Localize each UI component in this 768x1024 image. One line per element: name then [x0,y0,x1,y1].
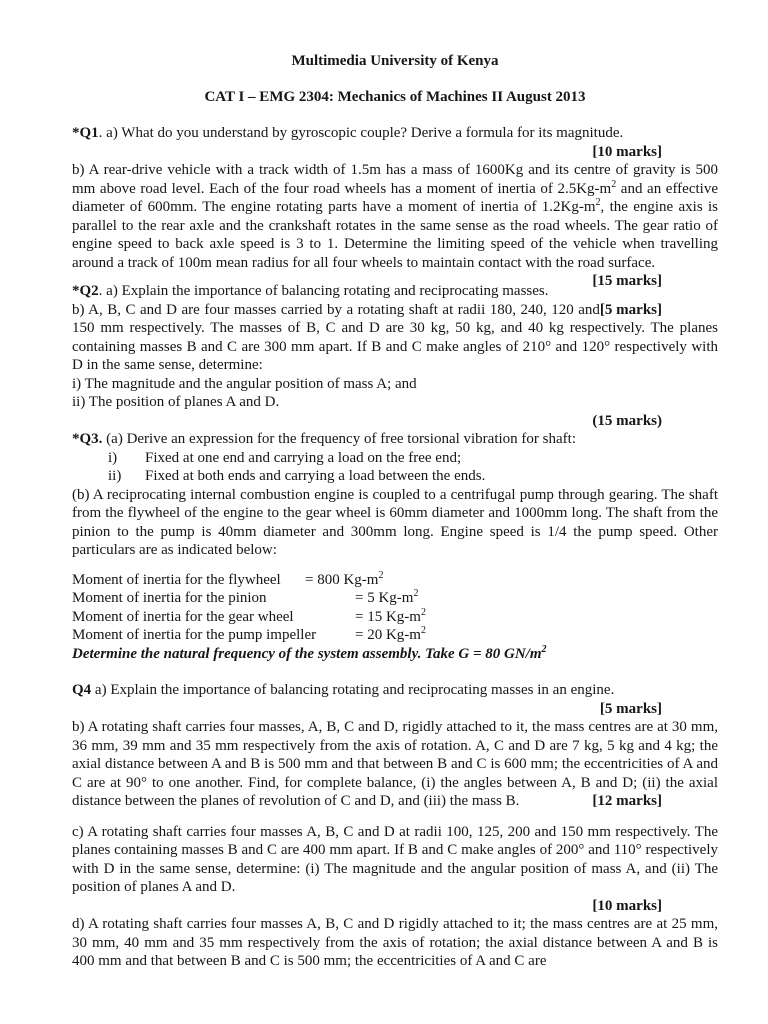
inertia-sup: 2 [420,625,426,636]
q3-item-ii-text: Fixed at both ends and carrying a load between the ends. [145,468,486,484]
inertia-value: = 800 $Kg-m^2$ [305,569,384,588]
q2-item-ii: ii) The position of planes A and D. [72,394,280,410]
q1a-text: . a) What do you understand by gyroscopic couple? Derive a formula for its magnitude. [98,125,624,141]
inertia-row [72,626,718,645]
q4b-text: b) A rotating shaft carries four masses, A, B, C and D, rigidly attached to it, the mass centres are at 30 mm, 36 mm, 39 mm and 35 mm respectively from the axis of rotation. A, C and D are 7 kg, 5 kg and 4 kg; the axial distance between A and B is 500 mm and that between B and C is 600 mm; the eccentricities of A and C are at 90° to one another. Find, for complete balance, (i) the angles between A, B and D; (ii) the axial distance between the planes of revolution of C and D, and (iii) the mass B. [72,719,718,809]
q4c-marks: [10 marks] [592,897,662,914]
q1b-text-3: , the engine axis is parallel to the rear axle and the crankshaft rotates in the same sense as the road wheels. The gear ratio of engine speed to back axle speed is 3 to 1. Determine the limiting speed of the vehicle when travelling around a track of 100m mean radius for all four wheels to maintain contact with the road surface. [72,199,718,271]
inertia-row [72,571,718,590]
q4a-line [72,681,718,700]
inertia-sup: 2 [420,606,426,618]
determine-line [72,645,718,664]
q4-label: Q4 [72,682,92,698]
q2b-paragraph: b) A, B, C and D are four masses carried by a rotating shaft at radii 180, 240, 120 and 150 mm respectively. The masses of B, C and D are 30 kg, 50 kg, and 40 kg respectively. The planes containing masses B and C are 300 mm apart. If B and C make angles of 210° and 120° respectively with D in the same sense, determine: [72,301,718,373]
inertia-label: Moment of inertia for the flywheel [72,571,281,588]
inertia-sup: 2 [413,588,419,599]
q1b-text-2: and an effective diameter of 600mm. The engine rotating parts have a moment of inertia of 1.2Kg-m [72,180,718,215]
q3-heading [72,430,718,449]
q1-label: *Q1 [72,125,99,141]
inertia-value: = 20 $Kg-m^2$ [355,625,426,643]
q3-item-i-marker: i) [108,449,118,466]
determine-sup: 2 [541,643,547,655]
q1a-line [72,124,718,143]
q1b-paragraph [72,161,718,289]
university-title: Multimedia University of Kenya [291,53,499,69]
q2a-text: . a) Explain the importance of balancing rotating and reciprocating masses. [98,283,549,299]
inertia-row [72,608,718,627]
inertia-label: Moment of inertia for the pump impeller [72,627,317,643]
q1b-sup-1: 2 [611,178,617,190]
determine-text: Determine the natural frequency of the system assembly. Take G = 80 GN/m [72,645,542,662]
inertia-label: Moment of inertia for the gear wheel [72,608,294,625]
q2a-marks: [5 marks] [599,301,662,318]
inertia-row [72,589,718,608]
q2-item-i: i) The magnitude and the angular position of mass A; and [72,375,417,392]
inertia-label: Moment of inertia for the pinion [72,590,267,606]
q3-label: *Q3. [72,431,103,447]
q3-item-ii-marker: ii) [108,468,122,484]
q1b-text-1: b) A rear-drive vehicle with a track width of 1.5m has a mass of 1600Kg and its centre of gravity is 500 mm above road level. Each of the four road wheels has a moment of inertia of 2.5Kg-m [72,162,718,197]
q2-label: *Q2 [72,283,99,299]
q3-item-i-text: Fixed at one end and carrying a load on the free end; [145,449,462,466]
q2-marks: (15 marks) [592,412,662,429]
q1b-marks: [15 marks] [592,273,662,289]
inertia-value: = 15 $Kg-m^2$ [355,606,426,625]
q3-item-ii [72,467,718,486]
exam-title: CAT I – EMG 2304: Mechanics of Machines II August 2013 [204,88,586,105]
q4b-paragraph [72,718,718,811]
q4b-marks: [12 marks] [592,793,662,809]
q3b-paragraph: (b) A reciprocating internal combustion engine is coupled to a centrifugal pump through gearing. The shaft from the flywheel of the engine to the gear wheel is 60mm diameter and 1000mm long. The shaft from the pinion to the pump is 40mm diameter and 300mm long. Engine speed is 1/4 the pump speed. Other particulars are as indicated below: [72,486,718,558]
q4c-paragraph: c) A rotating shaft carries four masses A, B, C and D at radii 100, 125, 200 and 150 mm respectively. The planes containing masses B and C are 400 mm apart. If B and C make angles of 200° and 110° respectively with D in the same sense, determine: (i) The magnitude and the angular position of mass A, and (ii) The position of planes A and D. [72,823,718,895]
q3-item-i [72,449,718,468]
q1a-marks: [10 marks] [592,143,662,160]
q1b-sup-2: 2 [595,197,601,208]
q4d-paragraph: d) A rotating shaft carries four masses A, B, C and D rigidly attached to it; the mass centres are at 25 mm, 30 mm, 40 mm and 35 mm respectively from the axis of rotation; the axial distance between A and B is 400 mm and that between B and C is 500 mm; the eccentricities of A and C are [72,916,718,969]
inertia-value: = 5 $Kg-m^2$ [355,588,419,606]
inertia-sup: 2 [378,569,384,581]
q4a-marks: [5 marks] [599,700,662,717]
q4a-text: a) Explain the importance of balancing rotating and reciprocating masses in an engine. [91,682,615,698]
q3a-text: (a) Derive an expression for the frequency of free torsional vibration for shaft: [102,431,576,447]
